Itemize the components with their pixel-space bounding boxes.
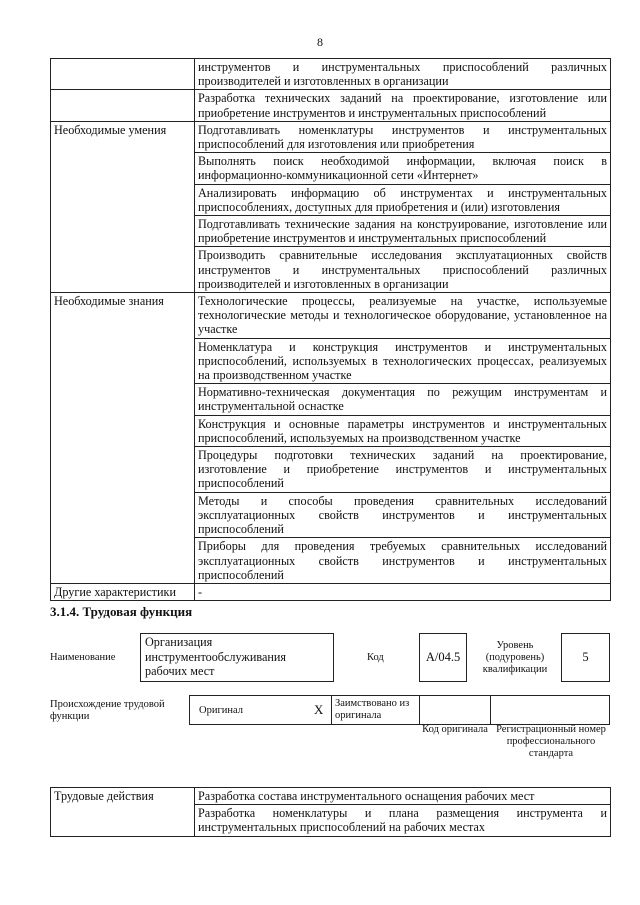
table-cell: Производить сравнительные исследования эксплуатационных свойств инструментов и инструментальных приспособлений различных производителей и изготовленных в организации: [195, 247, 611, 293]
table-cell: Подготавливать технические задания на конструирование, изготовление или приобретение инструментов и инструментальных приспособлений: [195, 216, 611, 247]
borrowed-label: Заимствовано из оригинала: [335, 698, 410, 721]
section-heading: 3.1.4. Трудовая функция: [50, 604, 193, 619]
table-cell: Методы и способы проведения сравнительных исследований эксплуатационных свойств инструментов и инструментальных приспособлений: [195, 492, 611, 538]
divider: [331, 696, 332, 724]
level-box: 5: [561, 633, 610, 682]
origin-table: [189, 695, 610, 725]
table-row: [51, 293, 611, 339]
table-cell: Подготавливать номенклатуры инструментов и инструментальных приспособлений для изготовления или приобретения: [195, 121, 611, 152]
table-cell: Разработка номенклатуры и плана размещения инструмента и инструментальных приспособлений на рабочих местах: [195, 805, 611, 836]
table-cell: Нормативно-техническая документация по режущим инструментам и инструментальной оснастке: [195, 384, 611, 415]
table-row: [51, 788, 611, 805]
divider: [419, 696, 420, 724]
code-label: Код: [367, 652, 384, 663]
empty-label-cell: [51, 90, 195, 121]
table-cell: Разработка технических заданий на проектирование, изготовление или приобретение инструментов и инструментальных приспособлений: [195, 90, 611, 121]
table-cell: Приборы для проведения требуемых сравнительных исследований эксплуатационных свойств инструментов и инструментальных приспособлений: [195, 538, 611, 584]
original-label: Оригинал: [199, 705, 243, 716]
table-cell: Разработка состава инструментального оснащения рабочих мест: [195, 788, 611, 805]
other-label: Другие характеристики: [51, 583, 195, 600]
table-cell: Анализировать информацию об инструментах и инструментальных приспособлениях, доступных для приобретения и (или) изготовления: [195, 184, 611, 215]
actions-label: Трудовые действия: [51, 788, 195, 837]
original-mark: Х: [314, 702, 324, 717]
other-value: -: [195, 583, 611, 600]
actions-table: [50, 787, 611, 837]
page-number: 8: [317, 35, 323, 49]
table-row: [51, 59, 611, 90]
orig-code-caption: Код оригинала: [422, 724, 488, 735]
skills-label: Необходимые умения: [51, 121, 195, 292]
name-label: Наименование: [50, 652, 116, 663]
competency-table: [50, 58, 611, 601]
table-cell: инструментов и инструментальных приспособлений различных производителей и изготовленных в организации: [195, 59, 611, 90]
table-cell: Конструкция и основные параметры инструментов и инструментальных приспособлений, используемых на производственном участке: [195, 415, 611, 446]
level-label: Уровень (подуровень) квалификации: [482, 640, 548, 675]
table-cell: Выполнять поиск необходимой информации, включая поиск в информационно-коммуникационной сети «Интернет»: [195, 153, 611, 184]
table-cell: Технологические процессы, реализуемые на участке, используемые технологические методы и технологическое оборудование, установленное на участке: [195, 293, 611, 339]
reg-number-caption: Регистрационный номер профессионального стандарта: [496, 724, 606, 759]
empty-label-cell: [51, 59, 195, 90]
code-box: А/04.5: [419, 633, 467, 682]
table-row: [51, 583, 611, 600]
origin-label: Происхождение трудовой функции: [50, 699, 165, 722]
table-row: [51, 90, 611, 121]
table-cell: Процедуры подготовки технических заданий на проектирование, изготовление и приобретение инструментов и инструментальных приспособлений: [195, 447, 611, 493]
divider: [490, 696, 491, 724]
knowledge-label: Необходимые знания: [51, 293, 195, 584]
table-cell: Номенклатура и конструкция инструментов и инструментальных приспособлений, используемых в технологических процессах, реализуемых на производственном участке: [195, 338, 611, 384]
function-name-box: Организация инструментообслуживания рабочих мест: [140, 633, 334, 682]
table-row: [51, 121, 611, 152]
